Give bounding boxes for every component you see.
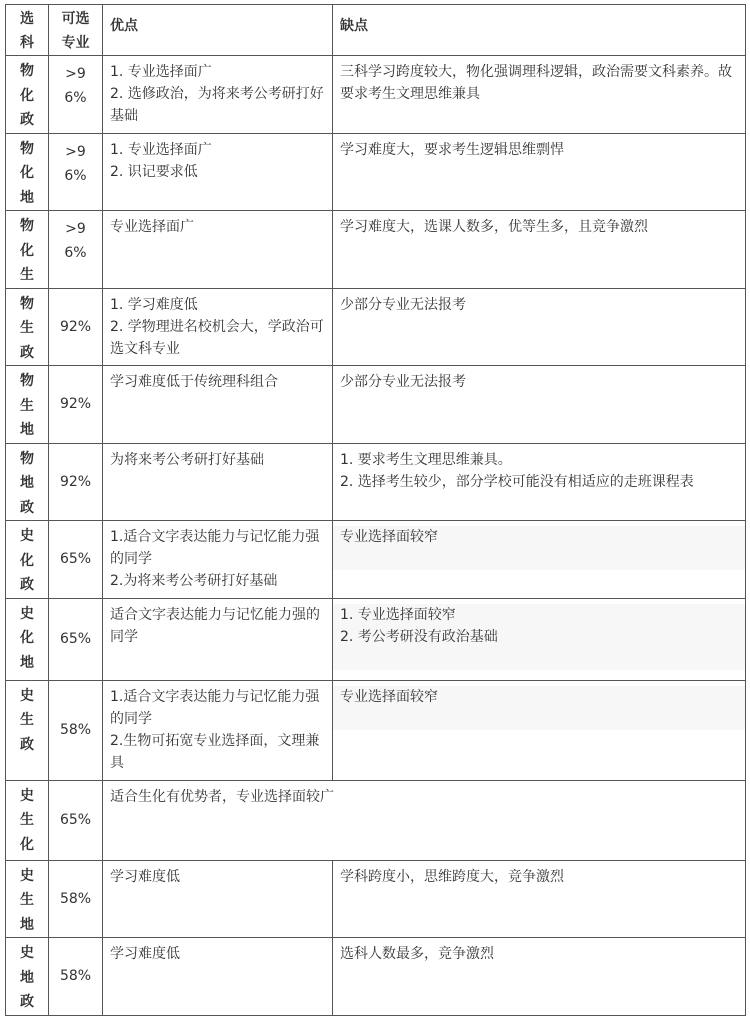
ratio-cell: 92% (49, 443, 103, 521)
ratio-cell: >9 6% (49, 133, 103, 211)
pros-line: 1.适合文字表达能力与记忆能力强的同学 (110, 688, 320, 727)
cons-line: 学科跨度小，思维跨度大，竞争激烈 (340, 868, 564, 885)
cons-cell (333, 860, 746, 938)
cons-cell (333, 56, 746, 134)
header-cons: 缺点 (333, 5, 746, 56)
pros-line: 适合文字表达能力与记忆能力强的同学 (110, 606, 320, 645)
cons-line: 学习难度大，选课人数多，优等生多，且竞争激烈 (340, 219, 648, 235)
table-row (6, 860, 746, 938)
table-row (6, 211, 746, 289)
cons-cell (333, 598, 746, 680)
cons-line: 1. 专业选择面较窄 (340, 606, 456, 623)
cons-cell (333, 288, 746, 366)
pros-cell (103, 133, 333, 211)
combo-cell: 史 化 政 (6, 521, 49, 599)
cons-cell (333, 680, 746, 780)
pros-line: 2. 识记要求低 (110, 163, 198, 180)
cons-cell (333, 133, 746, 211)
combo-cell: 物 化 政 (6, 56, 49, 134)
pros-cell (103, 366, 333, 444)
pros-line: 1.适合文字表达能力与记忆能力强的同学 (110, 529, 320, 567)
cons-line: 1. 要求考生文理思维兼具。 (340, 451, 512, 468)
ratio-cell: >9 6% (49, 56, 103, 134)
pros-cell (103, 860, 333, 938)
table-row (6, 366, 746, 444)
ratio-cell: 65% (49, 598, 103, 680)
cons-cell (333, 443, 746, 521)
combo-cell: 史 生 地 (6, 860, 49, 938)
combo-cell: 物 化 生 (6, 211, 49, 289)
pros-line: 学习难度低 (110, 868, 180, 885)
pros-cell (103, 288, 333, 366)
combo-cell: 史 生 化 (6, 780, 49, 860)
combo-cell: 物 地 政 (6, 443, 49, 521)
pros-cell (103, 598, 333, 680)
table-row (6, 938, 746, 1016)
table-row (6, 521, 746, 599)
cons-line: 少部分专业无法报考 (340, 374, 466, 390)
cons-line: 2. 考公考研没有政治基础 (340, 628, 498, 645)
header-combo: 选 科 (6, 5, 49, 56)
merged-cell: 适合生化有优势者，专业选择面较广 (103, 780, 746, 860)
pros-line: 1. 专业选择面广 (110, 64, 212, 80)
table-row (6, 133, 746, 211)
pros-line: 为将来考公考研打好基础 (110, 451, 264, 468)
pros-cell (103, 211, 333, 289)
cons-line: 三科学习跨度较大，物化强调理科逻辑，政治需要文科素养。故要求考生文理思维兼具 (340, 64, 732, 102)
combo-cell: 物 生 政 (6, 288, 49, 366)
pros-line: 2.为将来考公考研打好基础 (110, 573, 278, 589)
cons-line: 专业选择面较窄 (340, 688, 438, 705)
pros-line: 学习难度低于传统理科组合 (110, 374, 278, 390)
cons-cell (333, 366, 746, 444)
ratio-cell: >9 6% (49, 211, 103, 289)
pros-cell (103, 938, 333, 1016)
ratio-cell: 65% (49, 521, 103, 599)
pros-line: 1. 专业选择面广 (110, 141, 212, 158)
pros-line: 2. 学物理进名校机会大，学政治可选文科专业 (110, 318, 324, 357)
ratio-cell: 92% (49, 366, 103, 444)
table-header-row (6, 5, 746, 56)
cons-cell (333, 521, 746, 599)
ratio-cell: 58% (49, 860, 103, 938)
pros-line: 1. 学习难度低 (110, 296, 198, 313)
ratio-cell: 58% (49, 680, 103, 780)
pros-line: 专业选择面广 (110, 219, 194, 235)
ratio-cell: 92% (49, 288, 103, 366)
table-row (6, 780, 746, 860)
cons-cell (333, 211, 746, 289)
pros-cell (103, 56, 333, 134)
pros-line: 2. 选修政治，为将来考公考研打好基础 (110, 86, 324, 124)
table-row (6, 680, 746, 780)
cons-line: 学习难度大，要求考生逻辑思维剽悍 (340, 141, 564, 158)
cons-line: 选科人数最多，竞争激烈 (340, 946, 494, 962)
combo-cell: 史 化 地 (6, 598, 49, 680)
cons-line: 少部分专业无法报考 (340, 296, 466, 313)
cons-line: 2. 选择考生较少，部分学校可能没有相适应的走班课程表 (340, 473, 694, 490)
table-row (6, 56, 746, 134)
cons-line: 专业选择面较窄 (340, 529, 438, 545)
pros-cell (103, 680, 333, 780)
table-row (6, 443, 746, 521)
pros-cell (103, 443, 333, 521)
combo-cell: 物 化 地 (6, 133, 49, 211)
combo-cell: 史 地 政 (6, 938, 49, 1016)
table-row (6, 598, 746, 680)
ratio-cell: 58% (49, 938, 103, 1016)
ratio-cell: 65% (49, 780, 103, 860)
table-row (6, 288, 746, 366)
pros-line: 2.生物可拓宽专业选择面，文理兼具 (110, 732, 320, 771)
pros-cell (103, 521, 333, 599)
cons-cell (333, 938, 746, 1016)
pros-line: 学习难度低 (110, 946, 180, 962)
combo-cell: 物 生 地 (6, 366, 49, 444)
subject-combination-table (5, 4, 746, 1016)
combo-cell: 史 生 政 (6, 680, 49, 780)
header-ratio: 可选 专业 (49, 5, 103, 56)
header-pros: 优点 (103, 5, 333, 56)
